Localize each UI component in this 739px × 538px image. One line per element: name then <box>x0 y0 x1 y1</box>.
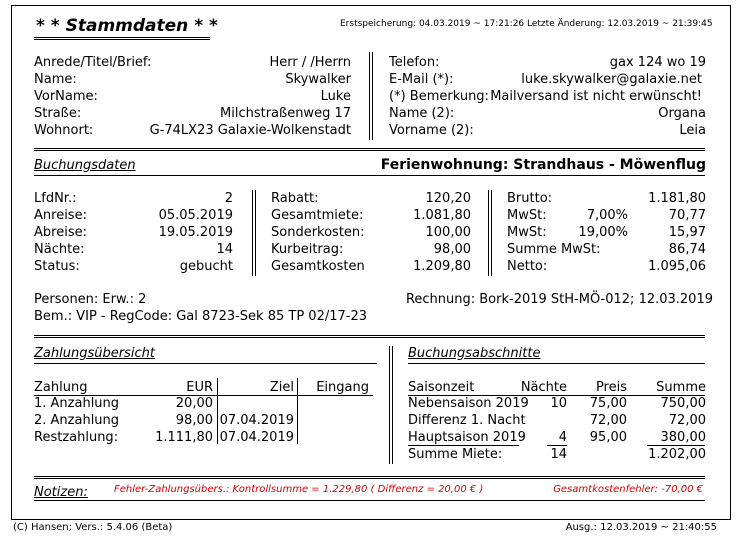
vorname-label: VorName: <box>34 89 98 104</box>
mid-divider-2 <box>392 346 393 464</box>
anrede-label: Anrede/Titel/Brief: <box>34 55 152 70</box>
abschnitt-summe: 72,00 <box>668 413 706 428</box>
gesamtkosten-label: Gesamtkosten <box>271 259 365 274</box>
zahlung-row-eur: 98,00 <box>175 413 213 428</box>
zahlung-col-line-1 <box>217 378 218 444</box>
wohnort-label: Wohnort: <box>34 123 94 138</box>
bemerkung-value: Mailversand ist nicht erwünscht! <box>490 89 702 104</box>
name-value: Skywalker <box>285 72 351 87</box>
email-value: luke.skywalker@galaxie.net <box>521 72 702 87</box>
abschnitte-sum-line-2 <box>547 445 567 446</box>
footer-ausgabe: Ausg.: 12.03.2019 ~ 21:40:55 <box>565 522 717 533</box>
buchung-divider-1b <box>255 190 256 276</box>
sonderkosten-label: Sonderkosten: <box>271 225 365 240</box>
summe-miete-naechte: 14 <box>550 447 567 462</box>
buchung-divider-2b <box>491 190 492 276</box>
abschnitt-preis: 95,00 <box>589 430 627 445</box>
zahlung-row-ziel: 07.04.2019 <box>219 413 294 428</box>
name2-value: Organa <box>658 106 706 121</box>
eur-header: EUR <box>186 380 213 395</box>
summe-mwst-label: Summe MwSt: <box>507 242 601 257</box>
mwst1-label: MwSt: <box>507 208 547 223</box>
strasse-label: Straße: <box>34 106 82 121</box>
rabatt-value: 120,20 <box>425 191 471 206</box>
person-divider <box>369 52 370 140</box>
mwst2-pct: 19,00% <box>578 225 628 240</box>
summe-miete-value: 1.202,00 <box>648 447 706 462</box>
anreise-label: Anreise: <box>34 208 87 223</box>
title-underline-2 <box>34 39 210 40</box>
summe-miete-label: Summe Miete: <box>408 447 503 462</box>
lfdnr-value: 2 <box>224 191 233 206</box>
mwst2-label: MwSt: <box>507 225 547 240</box>
section-divider-3 <box>34 335 705 336</box>
notizen-label: Notizen: <box>34 485 88 500</box>
abschnitt-summe: 380,00 <box>660 430 706 445</box>
rechnung: Rechnung: Bork-2019 StH-MÖ-012; 12.03.2019 <box>405 292 713 307</box>
summe-mwst-value: 86,74 <box>668 242 706 257</box>
anrede-value: Herr / /Herrn <box>269 55 351 70</box>
wohnort-value: G-74LX23 Galaxie-Wolkenstadt <box>149 123 351 138</box>
section-divider-3b <box>34 337 705 338</box>
gesamtkostenfehler: Gesamtkostenfehler: -70,00 € <box>553 484 703 495</box>
abschnitt-saison: Differenz 1. Nacht <box>408 413 526 428</box>
footer-version: (C) Hansen; Vers.: 5.4.06 (Beta) <box>13 522 173 533</box>
zahlung-title: Zahlungsübersicht <box>34 346 155 361</box>
status-label: Status: <box>34 259 80 274</box>
lfdnr-label: LfdNr.: <box>34 191 77 206</box>
gesamtmiete-value: 1.081,80 <box>413 208 471 223</box>
kurbeitrag-value: 98,00 <box>433 242 471 257</box>
zahlung-col-line-2 <box>297 378 298 444</box>
email-label: E-Mail (*): <box>389 72 454 87</box>
abschnitt-saison: Hauptsaison 2019 <box>408 430 526 445</box>
abschnitte-sum-line-3 <box>647 445 705 446</box>
vorname2-label: Vorname (2): <box>389 123 474 138</box>
brutto-value: 1.181,80 <box>648 191 706 206</box>
telefon-label: Telefon: <box>389 55 440 70</box>
strasse-value: Milchstraßenweg 17 <box>220 106 351 121</box>
title-underline <box>34 37 210 38</box>
abschnitt-naechte: 10 <box>550 396 567 411</box>
netto-label: Netto: <box>507 259 548 274</box>
zahlung-row-eur: 1.111,80 <box>155 430 213 445</box>
rabatt-label: Rabatt: <box>271 191 319 206</box>
netto-value: 1.095,06 <box>648 259 706 274</box>
kurbeitrag-label: Kurbeitrag: <box>271 242 344 257</box>
naechte-value: 14 <box>216 242 233 257</box>
preis-header: Preis <box>595 380 627 395</box>
telefon-value: gax 124 wo 19 <box>609 55 706 70</box>
buchung-divider-1 <box>252 190 253 276</box>
buchungsdaten-title: Buchungsdaten <box>34 158 136 173</box>
notizen-line <box>34 500 705 501</box>
zahlung-row-name: 2. Anzahlung <box>34 413 120 428</box>
status-value: gebucht <box>179 259 233 274</box>
zahlung-header: Zahlung <box>34 380 88 395</box>
naechte-label: Nächte: <box>34 242 85 257</box>
fehler-zahlung: Fehler-Zahlungsübers.: Kontrollsumme = 1.229,80 ( Differenz = 20,00 € ) <box>114 484 484 495</box>
section-divider-2 <box>34 150 705 151</box>
abschnitt-summe: 750,00 <box>660 396 706 411</box>
naechte-header: Nächte <box>520 380 567 395</box>
letzte-aenderung: Letzte Änderung: 12.03.2019 ~ 21:39:45 <box>527 19 713 29</box>
zahlung-row-name: 1. Anzahlung <box>34 396 120 411</box>
section-divider-4b <box>34 478 705 479</box>
zahlung-row-ziel: 07.04.2019 <box>219 430 294 445</box>
vorname2-value: Leia <box>679 123 706 138</box>
buchung-underline <box>34 175 705 176</box>
abschnitt-saison: Nebensaison 2019 <box>408 396 529 411</box>
person-divider-2 <box>372 52 373 140</box>
personen: Personen: Erw.: 2 <box>34 292 147 307</box>
eingang-header: Eingang <box>316 380 369 395</box>
abschnitte-title-line <box>408 363 705 364</box>
abschnitt-naechte: 4 <box>558 430 567 445</box>
abreise-label: Abreise: <box>34 225 87 240</box>
buchung-divider-2 <box>488 190 489 276</box>
ziel-header: Ziel <box>269 380 294 395</box>
abschnitt-preis: 75,00 <box>589 396 627 411</box>
zahlung-title-line <box>34 363 377 364</box>
objekt-title: Ferienwohnung: Strandhaus - Möwenflug <box>380 157 706 173</box>
gesamtkosten-value: 1.209,80 <box>413 259 471 274</box>
mwst2-value: 15,97 <box>668 225 706 240</box>
abschnitt-preis: 72,00 <box>589 413 627 428</box>
vorname-value: Luke <box>320 89 351 104</box>
mwst1-value: 70,77 <box>668 208 706 223</box>
abreise-value: 19.05.2019 <box>158 225 233 240</box>
mwst1-pct: 7,00% <box>586 208 628 223</box>
mid-divider <box>389 346 390 464</box>
saison-header: Saisonzeit <box>408 380 475 395</box>
name-label: Name: <box>34 72 77 87</box>
summe-header: Summe <box>656 380 706 395</box>
section-divider <box>34 148 705 149</box>
zahlung-row-name: Restzahlung: <box>34 430 119 445</box>
abschnitte-title: Buchungsabschnitte <box>408 346 541 361</box>
zahlung-row-eur: 20,00 <box>175 396 213 411</box>
page-title: * * Stammdaten * * <box>36 16 218 36</box>
gesamtmiete-label: Gesamtmiete: <box>271 208 364 223</box>
name2-label: Name (2): <box>389 106 455 121</box>
bemerkung: Bem.: VIP - RegCode: Gal 8723-Sek 85 TP 02/17-23 <box>34 309 367 324</box>
sonderkosten-value: 100,00 <box>425 225 471 240</box>
anreise-value: 05.05.2019 <box>158 208 233 223</box>
section-divider-4 <box>34 476 705 477</box>
erstspeicherung: Erstspeicherung: 04.03.2019 ~ 17:21:26 <box>340 19 525 29</box>
bemerkung-label: (*) Bemerkung: <box>389 89 489 104</box>
brutto-label: Brutto: <box>507 191 553 206</box>
abschnitte-sum-line <box>408 445 519 446</box>
